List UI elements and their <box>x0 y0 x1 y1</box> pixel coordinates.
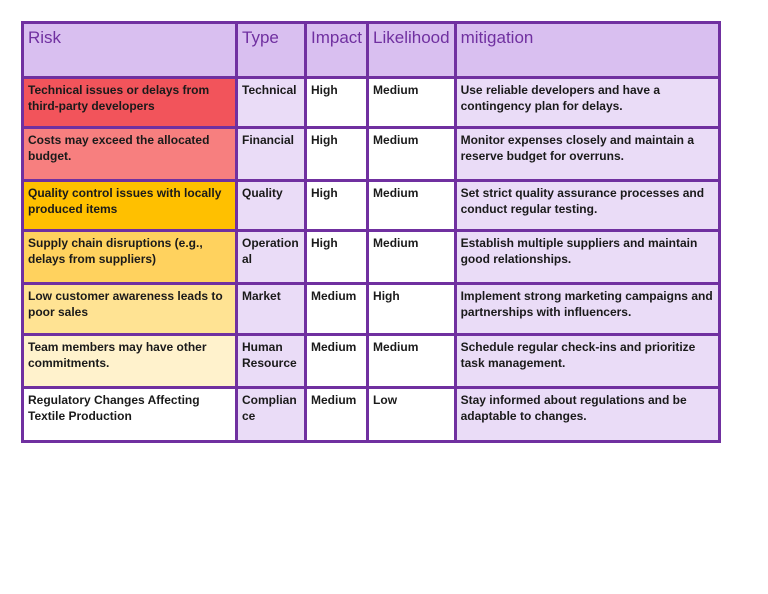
risk-cell: Supply chain disruptions (e.g., delays from suppliers) <box>23 231 237 284</box>
risk-cell: Team members may have other commitments. <box>23 335 237 388</box>
likelihood-cell: Low <box>368 388 456 442</box>
mitigation-cell: Stay informed about regulations and be adaptable to changes. <box>455 388 719 442</box>
table-row <box>23 335 720 388</box>
risk-table <box>21 21 721 443</box>
table-row <box>23 78 720 128</box>
header-likelihood: Likelihood <box>368 23 456 78</box>
type-cell: Compliance <box>237 388 306 442</box>
risk-cell: Technical issues or delays from third-party developers <box>23 78 237 128</box>
header-mitigation: mitigation <box>455 23 719 78</box>
table-row <box>23 284 720 335</box>
mitigation-cell: Establish multiple suppliers and maintain good relationships. <box>455 231 719 284</box>
type-cell: Market <box>237 284 306 335</box>
mitigation-cell: Monitor expenses closely and maintain a reserve budget for overruns. <box>455 128 719 181</box>
impact-cell: Medium <box>306 388 368 442</box>
likelihood-cell: Medium <box>368 78 456 128</box>
header-row <box>23 23 720 78</box>
likelihood-cell: Medium <box>368 128 456 181</box>
type-cell: Human Resource <box>237 335 306 388</box>
likelihood-cell: Medium <box>368 181 456 231</box>
mitigation-cell: Implement strong marketing campaigns and partnerships with influencers. <box>455 284 719 335</box>
header-impact: Impact <box>306 23 368 78</box>
likelihood-cell: Medium <box>368 335 456 388</box>
mitigation-cell: Schedule regular check-ins and prioritize task management. <box>455 335 719 388</box>
table-row <box>23 128 720 181</box>
likelihood-cell: High <box>368 284 456 335</box>
impact-cell: High <box>306 78 368 128</box>
type-cell: Technical <box>237 78 306 128</box>
risk-cell: Quality control issues with locally produced items <box>23 181 237 231</box>
type-cell: Financial <box>237 128 306 181</box>
risk-cell: Regulatory Changes Affecting Textile Production <box>23 388 237 442</box>
likelihood-cell: Medium <box>368 231 456 284</box>
mitigation-cell: Set strict quality assurance processes and conduct regular testing. <box>455 181 719 231</box>
risk-cell: Costs may exceed the allocated budget. <box>23 128 237 181</box>
header-risk: Risk <box>23 23 237 78</box>
risk-cell: Low customer awareness leads to poor sales <box>23 284 237 335</box>
header-type: Type <box>237 23 306 78</box>
mitigation-cell: Use reliable developers and have a contingency plan for delays. <box>455 78 719 128</box>
impact-cell: High <box>306 231 368 284</box>
table-row <box>23 388 720 442</box>
type-cell: Operational <box>237 231 306 284</box>
impact-cell: Medium <box>306 335 368 388</box>
table-row <box>23 181 720 231</box>
impact-cell: High <box>306 181 368 231</box>
type-cell: Quality <box>237 181 306 231</box>
table-row <box>23 231 720 284</box>
impact-cell: High <box>306 128 368 181</box>
impact-cell: Medium <box>306 284 368 335</box>
